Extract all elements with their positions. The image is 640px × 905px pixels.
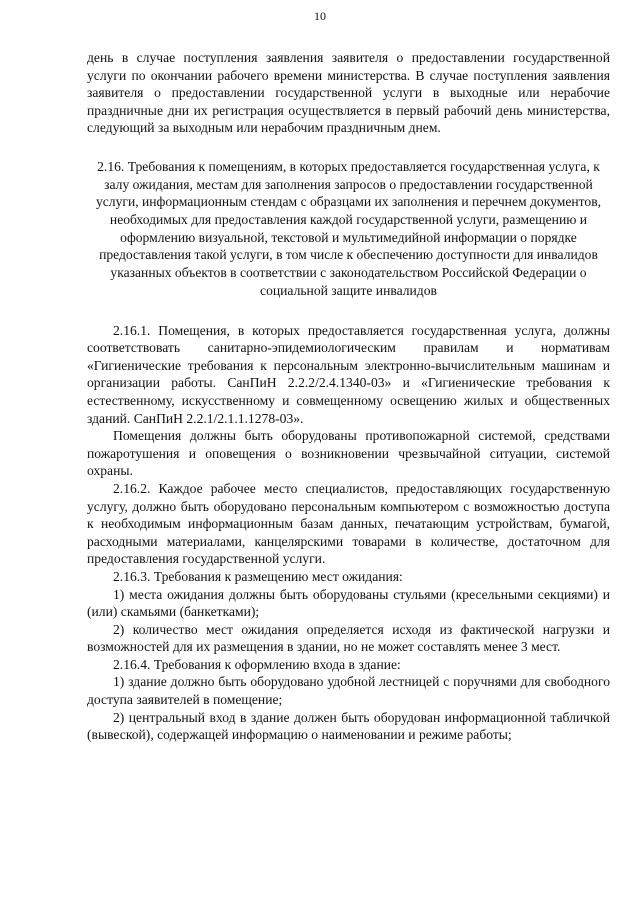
page-number: 10 — [314, 9, 326, 23]
paragraph-2-16-4: 2.16.4. Требования к оформлению входа в здание: — [113, 656, 401, 672]
list-item-waiting-seats: 1) места ожидания должны быть оборудованы стульями (кресельными секциями) и (или) скамьями (банкетками); — [87, 586, 610, 620]
document-body — [87, 49, 610, 744]
section-heading-2-16: 2.16. Требования к помещениям, в которых предоставляется государственная услуга, к залу ожидания, местам для заполнения запросов о предоставлении государственной услуги, информационным стендам с образцами их заполнения и перечнем документов, необходимых для предоставления каждой государственной услуги, размещению и оформлению визуальной, текстовой и мультимедийной информации о порядке предоставления такой услуги, в том числе к обеспечению доступности для инвалидов указанных объектов в соответствии с законодательством Российской Федерации о социальной защите инвалидов — [95, 158, 602, 298]
list-item-entrance-sign: 2) центральный вход в здание должен быть оборудован информационной табличкой (вывеской), содержащей информацию о наименовании и режиме работы; — [87, 709, 610, 743]
paragraph-2-16-2: 2.16.2. Каждое рабочее место специалистов, предоставляющих государственную услугу, должно быть оборудовано персональным компьютером с возможностью доступа к необходимым информационным базам данных, печатающим устройствам, бумагой, расходными материалами, канцелярскими товарами в количестве, достаточном для предоставления государственной услуги. — [87, 480, 610, 567]
paragraph-continuation: день в случае поступления заявления заявителя о предоставлении государственной услуги по окончании рабочего времени министерства. В случае поступления заявления заявителя о предоставлении государственной услуги в выходные или нерабочие праздничные дни их регистрация осуществляется в первый рабочий день министерства, следующий за выходным или нерабочим праздничным днем. — [87, 50, 610, 136]
paragraph-2-16-3: 2.16.3. Требования к размещению мест ожидания: — [113, 568, 403, 584]
list-item-stairs: 1) здание должно быть оборудовано удобной лестницей с поручнями для свободного доступа заявителей в помещение; — [87, 674, 610, 708]
paragraph-fire-safety: Помещения должны быть оборудованы противопожарной системой, средствами пожаротушения и оповещения о возникновении чрезвычайной ситуации, системой охраны. — [87, 428, 610, 479]
list-item-waiting-count: 2) количество мест ожидания определяется исходя из фактической нагрузки и возможностей для их размещения в здании, но не может составлять менее 3 мест. — [87, 621, 610, 655]
paragraph-2-16-1: 2.16.1. Помещения, в которых предоставляется государственная услуга, должны соответствовать санитарно-эпидемиологическим правилам и нормативам «Гигиенические требования к персональным электронно-вычислительным машинам и организации работы. СанПиН 2.2.2/2.4.1340-03» и «Гигиенические требования к естественному, искусственному и совмещенному освещению жилых и общественных зданий. СанПиН 2.2.1/2.1.1.1278-03». — [87, 322, 610, 426]
